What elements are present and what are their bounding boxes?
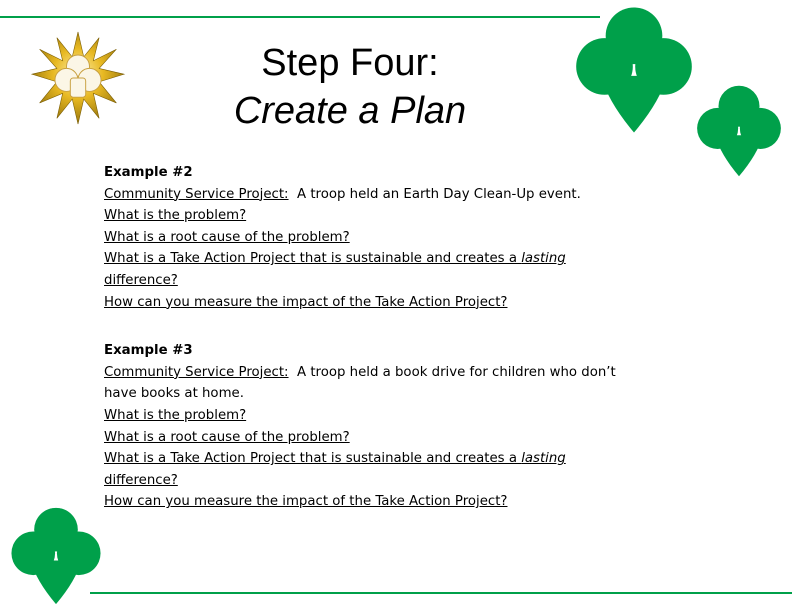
project-line [104, 362, 684, 384]
question-take-action-cont: difference? [104, 472, 178, 488]
project-label: Community Service Project: [104, 186, 289, 202]
example-spacer [104, 313, 684, 340]
trefoil-icon [575, 4, 693, 136]
question-measure-impact: How can you measure the impact of the Take Action Project? [104, 294, 508, 310]
slide-title: Step Four: [261, 42, 439, 84]
question-problem: What is the problem? [104, 407, 247, 423]
question-measure-impact: How can you measure the impact of the Take Action Project? [104, 494, 508, 510]
top-divider [0, 16, 600, 18]
question-root-cause: What is a root cause of the problem? [104, 229, 350, 245]
trefoil-icon [4, 506, 108, 606]
question-take-action-text: What is a Take Action Project that is sustainable and creates a [104, 451, 522, 467]
question-take-action-text: What is a Take Action Project that is sustainable and creates a [104, 251, 522, 267]
project-description: A troop held a book drive for children who don’t [297, 364, 616, 380]
trefoil-icon [688, 84, 790, 178]
slide-subtitle: Create a Plan [233, 90, 467, 132]
bottom-divider [90, 592, 792, 594]
question-problem: What is the problem? [104, 208, 247, 224]
question-take-action-cont: difference? [104, 272, 178, 288]
question-take-action-emphasis: lasting [521, 251, 566, 267]
example-heading: Example #3 [104, 343, 193, 359]
project-line [104, 184, 684, 206]
question-take-action [104, 248, 684, 270]
project-label: Community Service Project: [104, 364, 289, 380]
question-take-action-emphasis: lasting [521, 451, 566, 467]
girl-scout-pin-icon [30, 28, 126, 128]
slide-body [104, 162, 684, 513]
example-heading: Example #2 [104, 165, 193, 180]
question-take-action [104, 448, 684, 470]
project-description: A troop held an Earth Day Clean-Up event. [297, 186, 581, 202]
project-description-cont: have books at home. [104, 386, 244, 402]
question-root-cause: What is a root cause of the problem? [104, 429, 350, 445]
